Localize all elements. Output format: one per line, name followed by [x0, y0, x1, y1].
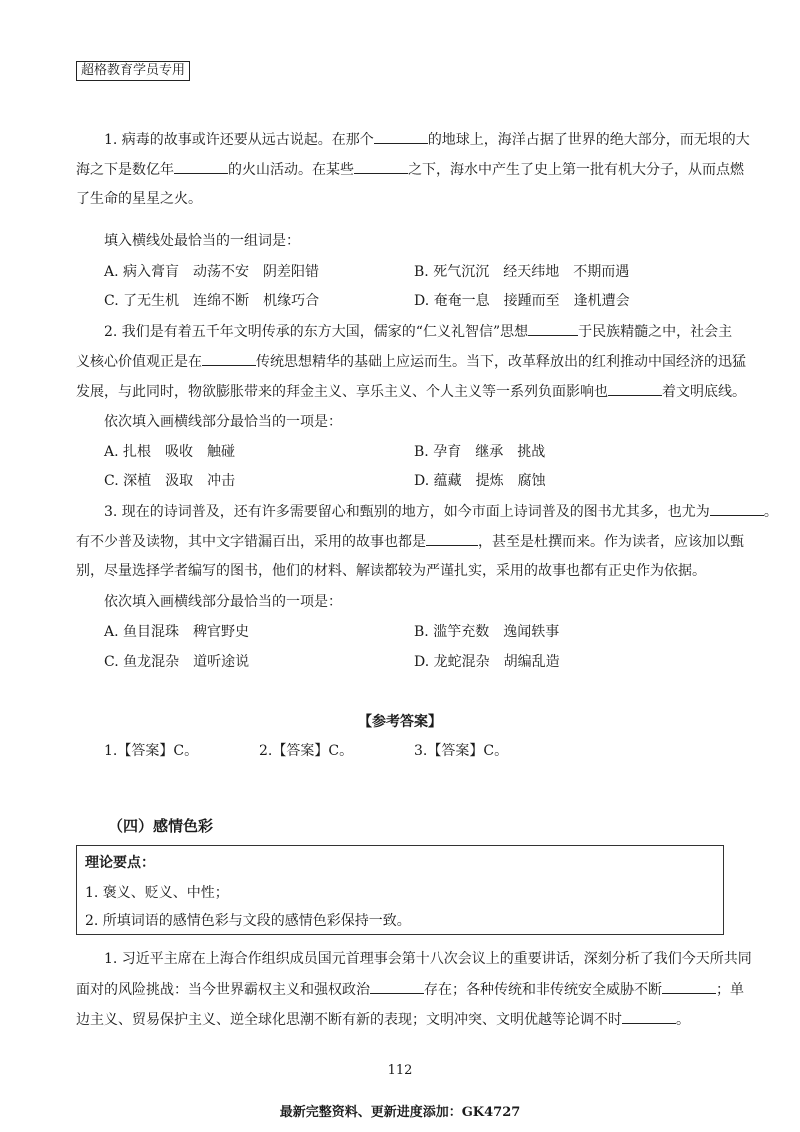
page-number: 112	[387, 1063, 413, 1078]
q3-line-3: 别，尽量选择学者编写的图书，他们的材料、解读都较为严谨扎实，采用的故事也都有正史作为依据。	[76, 563, 706, 579]
q3-option-b: B. 滥竽充数 逸闻轶事	[414, 624, 560, 640]
theory-title: 理论要点：	[85, 855, 155, 871]
fill-blank	[528, 321, 578, 336]
q2-text: 于民族精髓之中，社会主	[578, 324, 733, 340]
q3-text: 有不少普及读物，其中文字错漏百出，采用的故事也都是	[76, 534, 426, 550]
q1-option-d: D. 奄奄一息 接踵而至 逢机遭会	[414, 293, 630, 309]
q1-option-a: A. 病入膏肓 动荡不安 阴差阳错	[104, 264, 320, 280]
fill-blank	[710, 501, 764, 516]
q2-line-1	[104, 321, 732, 342]
q2-prompt: 依次填入画横线部分最恰当的一项是：	[104, 414, 342, 430]
q4-text: 存在；各种传统和非传统安全威胁不断	[424, 982, 662, 998]
section-title: （四）感情色彩	[108, 817, 214, 835]
theory-item-1: 1. 褒义、贬义、中性；	[85, 885, 229, 901]
q3-text: ，甚至是杜撰而来。作为读者，应该加以甄	[478, 534, 744, 550]
fill-blank	[608, 381, 662, 396]
answer-1: 1.【答案】C。	[104, 743, 199, 759]
theory-item-2: 2. 所填词语的感情色彩与文段的感情色彩保持一致。	[85, 913, 411, 929]
fill-blank	[374, 129, 428, 144]
q4-text: ；单	[716, 982, 744, 998]
fill-blank	[174, 159, 228, 174]
q2-text: 发展，与此同时，物欲膨胀带来的拜金主义、享乐主义、个人主义等一系列负面影响也	[76, 384, 608, 400]
q1-text: 海之下是数亿年	[76, 162, 174, 178]
q2-text: 传统思想精华的基础上应运而生。当下，改革释放出的红利推动中国经济的迅猛	[256, 354, 746, 370]
q1-option-b: B. 死气沉沉 经天纬地 不期而遇	[414, 264, 630, 280]
q2-option-b: B. 孕育 继承 挑战	[414, 444, 546, 460]
q1-text: 之下，海水中产生了史上第一批有机大分子，从而点燃	[408, 162, 744, 178]
q2-option-c: C. 深植 汲取 冲击	[104, 473, 236, 489]
q1-text: 1. 病毒的故事或许还要从远古说起。在那个	[104, 132, 374, 148]
q1-line-1	[104, 129, 750, 150]
q2-text: 2. 我们是有着五千年文明传承的东方大国，儒家的“仁义礼智信”思想	[104, 324, 529, 340]
answers-title: 【参考答案】	[358, 714, 442, 730]
fill-blank	[354, 159, 408, 174]
q1-text: 的火山活动。在某些	[228, 162, 354, 178]
fill-blank	[202, 351, 256, 366]
q4-text: 。	[676, 1012, 690, 1028]
q3-text: 3. 现在的诗词普及，还有许多需要留心和甄别的地方，如今市面上诗词普及的图书尤其多，也尤为	[104, 504, 710, 520]
fill-blank	[662, 979, 716, 994]
fill-blank	[426, 531, 478, 546]
q2-text: 义核心价值观正是在	[76, 354, 202, 370]
q3-line-1	[104, 501, 778, 522]
q2-text: 着文明底线。	[662, 384, 746, 400]
q3-prompt: 依次填入画横线部分最恰当的一项是：	[104, 594, 342, 610]
q1-line-3: 了生命的星星之火。	[76, 191, 202, 207]
q4-line-3	[76, 1009, 690, 1030]
q2-line-2	[76, 351, 746, 372]
q3-option-c: C. 鱼龙混杂 道听途说	[104, 654, 250, 670]
q4-line-1: 1. 习近平主席在上海合作组织成员国元首理事会第十八次会议上的重要讲话，深刻分析了我们今天所共同	[104, 951, 752, 967]
q1-option-c: C. 了无生机 连绵不断 机缘巧合	[104, 293, 320, 309]
q3-option-a: A. 鱼目混珠 稗官野史	[104, 624, 250, 640]
answer-2: 2.【答案】C。	[259, 743, 354, 759]
answer-3: 3.【答案】C。	[414, 743, 509, 759]
q1-prompt: 填入横线处最恰当的一组词是：	[104, 233, 300, 249]
q3-option-d: D. 龙蛇混杂 胡编乱造	[414, 654, 560, 670]
q1-text: 的地球上，海洋占据了世界的绝大部分，而无垠的大	[427, 132, 750, 148]
q4-line-2	[76, 979, 744, 1000]
q3-text: 。	[763, 504, 778, 520]
q4-text: 边主义、贸易保护主义、逆全球化思潮不断有新的表现；文明冲突、文明优越等论调不时	[76, 1012, 622, 1028]
q1-line-2	[76, 159, 744, 180]
theory-box	[76, 845, 724, 935]
fill-blank	[370, 979, 424, 994]
header-label: 超格教育学员专用	[76, 61, 190, 81]
q2-option-d: D. 蕴藏 提炼 腐蚀	[414, 473, 546, 489]
q2-option-a: A. 扎根 吸收 触碰	[104, 444, 236, 460]
fill-blank	[622, 1009, 676, 1024]
q2-line-3	[76, 381, 746, 402]
q3-line-2	[76, 531, 744, 552]
footer-note: 最新完整资料、更新进度添加：GK4727	[279, 1105, 521, 1120]
q4-text: 面对的风险挑战：当今世界霸权主义和强权政治	[76, 982, 370, 998]
